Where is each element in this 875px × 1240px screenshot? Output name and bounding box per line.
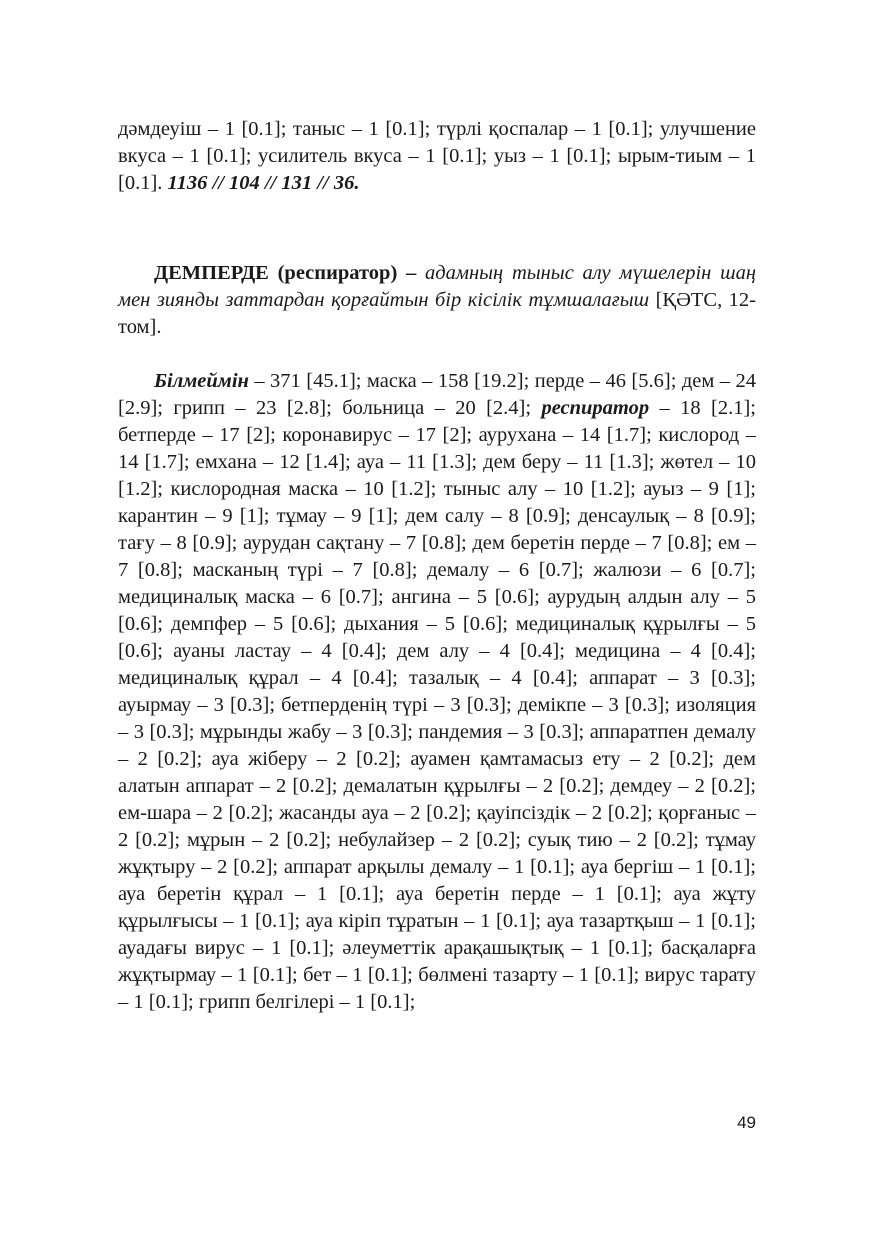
intro-stats: 1136 // 104 // 131 // 36. bbox=[167, 172, 360, 194]
entry-definition: адамның тыныс алу мүшелерін шаң мен зиянды заттардан қорғайтын бір кісілік тұмшалағыш bbox=[118, 262, 756, 311]
responses-part2: – 18 [2.1]; бетперде – 17 [2]; коронавирус – 17 [2]; аурухана – 14 [1.7]; кислород – 14 [1.7]; емхана – 12 [1.4]; ауа – 11 [1.3]; дем беру – 11 [1.3]; жөтел – 10 [1.2]; кислородная маска – 10 [1.2]; тыныс алу – 10 [1.2]; ауыз – 9 [1]; карантин – 9 [1]; тұмау – 9 [1]; дем салу – 8 [0.9]; денсаулық – 8 [0.9]; тағу – 8 [0.9]; аурудан сақтану – 7 [0.8]; дем беретін перде – 7 [0.8]; ем – 7 [0.8]; масканың түрі – 7 [0.8]; демалу – 6 [0.7]; жалюзи – 6 [0.7]; медициналық маска – 6 [0.7]; ангина – 5 [0.6]; аурудың алдын алу – 5 [0.6]; демпфер – 5 [0.6]; дыхания – 5 [0.6]; медициналық құрылғы – 5 [0.6]; ауаны ластау – 4 [0.4]; дем алу – 4 [0.4]; медицина – 4 [0.4]; медициналық құрал – 4 [0.4]; тазалық – 4 [0.4]; аппарат – 3 [0.3]; ауырмау – 3 [0.3]; бетперденің түрі – 3 [0.3]; демікпе – 3 [0.3]; изоляция – 3 [0.3]; мұрынды жабу – 3 [0.3]; пандемия – 3 [0.3]; аппаратпен демалу – 2 [0.2]; ауа жіберу – 2 [0.2]; ауамен қамтамасыз ету – 2 [0.2]; дем алатын аппарат – 2 [0.2]; демалатын құрылғы – 2 [0.2]; демдеу – 2 [0.2]; ем-шара – 2 [0.2]; жасанды ауа – 2 [0.2]; қауіпсіздік – 2 [0.2]; қорғаныс – 2 [0.2]; мұрын – 2 [0.2]; небулайзер – 2 [0.2]; суық тию – 2 [0.2]; тұмау жұқтыру – 2 [0.2]; аппарат арқылы демалу – 1 [0.1]; ауа бергіш – 1 [0.1]; ауа беретін құрал – 1 [0.1]; ауа беретін перде – 1 [0.1]; ауа жұту құрылғысы – 1 [0.1]; ауа кіріп тұратын – 1 [0.1]; ауа тазартқыш – 1 [0.1]; ауадағы вирус – 1 [0.1]; әлеуметтік арақашықтық – 1 [0.1]; басқаларға жұқтырмау – 1 [0.1]; бет – 1 [0.1]; бөлмені тазарту – 1 [0.1]; вирус тарату – 1 [0.1]; грипп белгілері – 1 [0.1]; bbox=[118, 397, 756, 1013]
entry-definition-paragraph bbox=[118, 260, 756, 341]
intro-paragraph bbox=[118, 116, 756, 197]
responses-lead: Білмеймін bbox=[154, 370, 249, 392]
responses-highlight: респиратор bbox=[541, 397, 650, 419]
page-number: 49 bbox=[737, 1113, 756, 1132]
responses-paragraph bbox=[118, 368, 756, 1016]
responses-part1: – 371 [45.1]; маска – 158 [19.2]; перде – 46 [5.6]; дем – 24 [2.9]; грипп – 23 [2.8]; больница – 20 [2.4]; bbox=[118, 370, 756, 419]
page-content bbox=[118, 116, 756, 1016]
intro-text: дәмдеуіш – 1 [0.1]; таныс – 1 [0.1]; түрлі қоспалар – 1 [0.1]; улучшение вкуса – 1 [0.1]; усилитель вкуса – 1 [0.1]; уыз – 1 [0.1]; ырым-тиым – 1 [0.1]. bbox=[118, 118, 756, 194]
entry-headword: ДЕМПЕРДЕ (респиратор) – bbox=[154, 262, 426, 284]
entry-source: [ҚӘТС, 12-том]. bbox=[118, 289, 757, 338]
